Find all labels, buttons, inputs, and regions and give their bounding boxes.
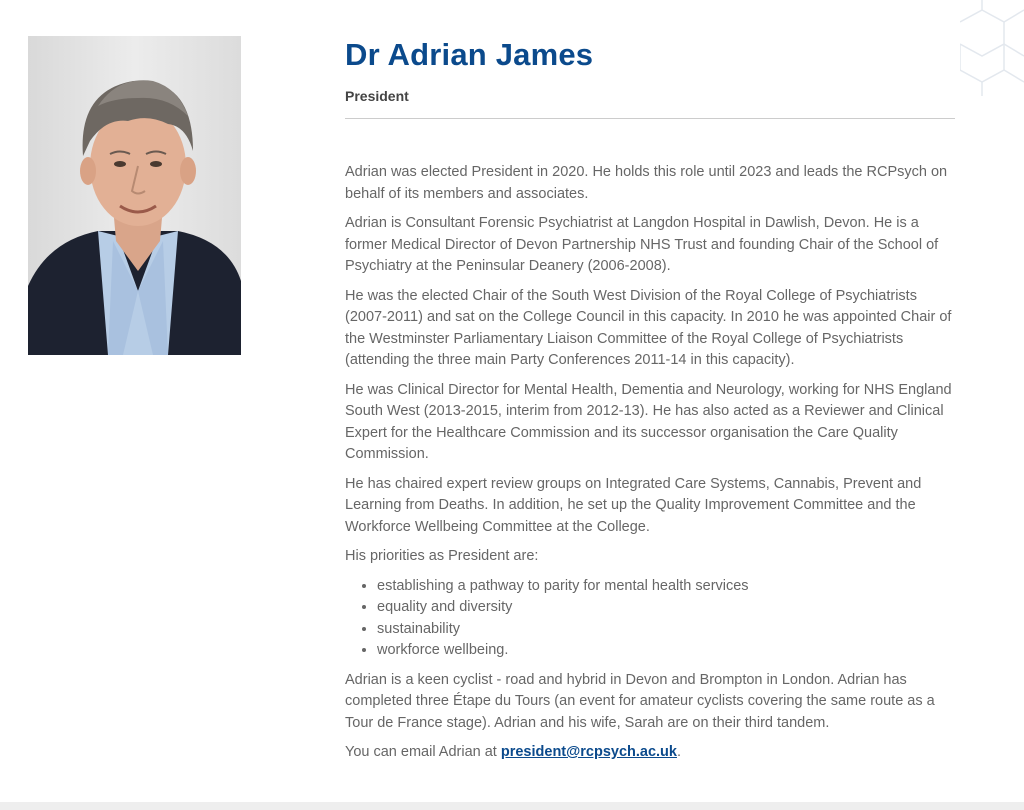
profile-role: President [345, 88, 409, 104]
bio-paragraph-2: Adrian is Consultant Forensic Psychiatrist at Langdon Hospital in Dawlish, Devon. He is a former Medical Director of Devon Partnership NHS Trust and founding Chair of the School of Psychiatry at the Peninsular Deanery (2006-2008). [345, 215, 939, 274]
email-suffix: . [676, 744, 682, 760]
president-portrait-photo [28, 36, 241, 355]
priority-item: • sustainability [377, 619, 955, 641]
divider [345, 118, 955, 119]
email-prefix: You can email Adrian at [345, 744, 501, 760]
footer-edge [0, 802, 1024, 810]
bio-paragraph-6: Adrian is a keen cyclist - road and hybrid in Devon and Brompton in London. Adrian has completed three Étape du Tours (an event for amateur cyclists covering the same route as a Tour de France stage). Adrian and his wife, Sarah are on their third tandem. [345, 671, 935, 731]
profile-content [345, 36, 955, 772]
bio-paragraph-3: He was the elected Chair of the South West Division of the Royal College of Psychiatrists (2007-2011) and sat on the College Council in this capacity. In 2010 he was appointed Chair of the Westminster Parliamentary Liaison Committee of the Royal College of Psychiatrists (attending the three main Party Conferences 2011-14 in this capacity). [345, 287, 952, 368]
bio-paragraph-5: He has chaired expert review groups on Integrated Care Systems, Cannabis, Prevent and Learning from Deaths. In addition, he set up the Quality Improvement Committee and the Workforce Wellbeing Committee at the College. [345, 475, 922, 535]
priority-item: • equality and diversity [377, 597, 955, 619]
hexagon-pattern-decoration [960, 0, 1024, 110]
priority-item: • establishing a pathway to parity for mental health services [377, 576, 955, 598]
portrait-illustration [28, 36, 241, 355]
bio-paragraph-4: He was Clinical Director for Mental Health, Dementia and Neurology, working for NHS England South West (2013-2015, interim from 2012-13). He has also acted as a Reviewer and Clinical Expert for the Healthcare Commission and its successor organisation the Care Quality Commission. [345, 381, 952, 462]
bio-paragraph-1: Adrian was elected President in 2020. He holds this role until 2023 and leads the RCPsych on behalf of its members and associates. [345, 164, 948, 202]
priority-item: • workforce wellbeing. [377, 640, 955, 662]
profile-name-heading: Dr Adrian James [345, 37, 594, 72]
email-line [345, 742, 955, 764]
priorities-list [345, 576, 955, 662]
biography [345, 162, 955, 764]
priorities-intro: His priorities as President are: [345, 548, 539, 564]
email-link[interactable]: president@rcpsych.ac.uk [500, 744, 677, 760]
